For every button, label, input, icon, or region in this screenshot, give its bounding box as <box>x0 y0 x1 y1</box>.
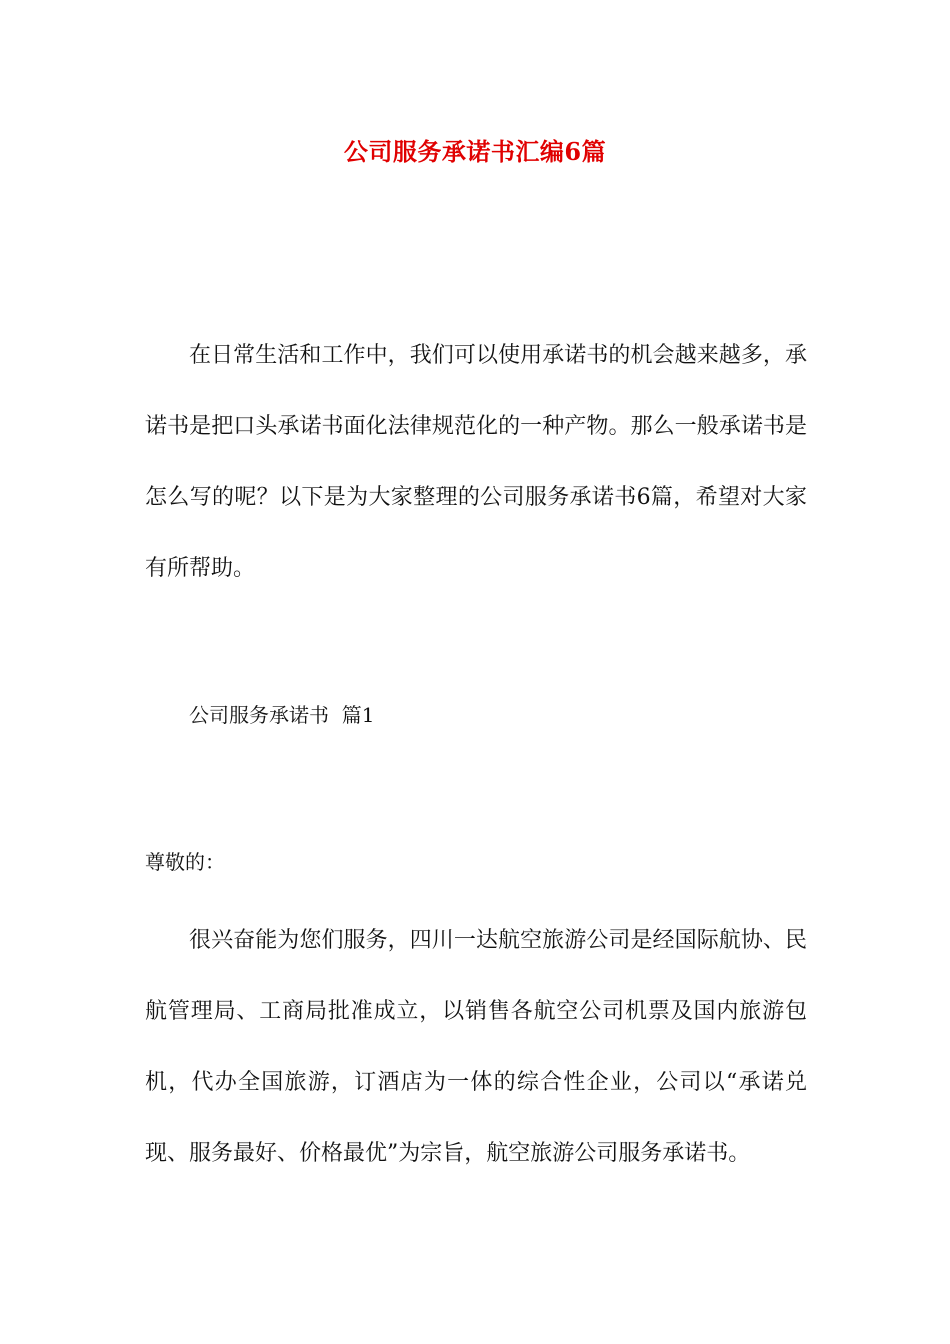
section-heading: 公司服务承诺书 篇1 <box>189 703 375 727</box>
document-title: 公司服务承诺书汇编6篇 <box>343 137 607 166</box>
body-paragraph: 很兴奋能为您们服务，四川一达航空旅游公司是经国际航协、民航管理局、工商局批准成立，以销售各航空公司机票及国内旅游包机，代办全国旅游，订酒店为一体的综合性企业，公司以“承诺兑现、服务最好、价格最优”为宗旨，航空旅游公司服务承诺书。 <box>145 928 807 1166</box>
intro-paragraph: 在日常生活和工作中，我们可以使用承诺书的机会越来越多，承诺书是把口头承诺书面化法律规范化的一种产物。那么一般承诺书是怎么写的呢？以下是为大家整理的公司服务承诺书6篇，希望对大家有所帮助。 <box>145 343 807 581</box>
salutation: 尊敬的： <box>145 850 225 874</box>
